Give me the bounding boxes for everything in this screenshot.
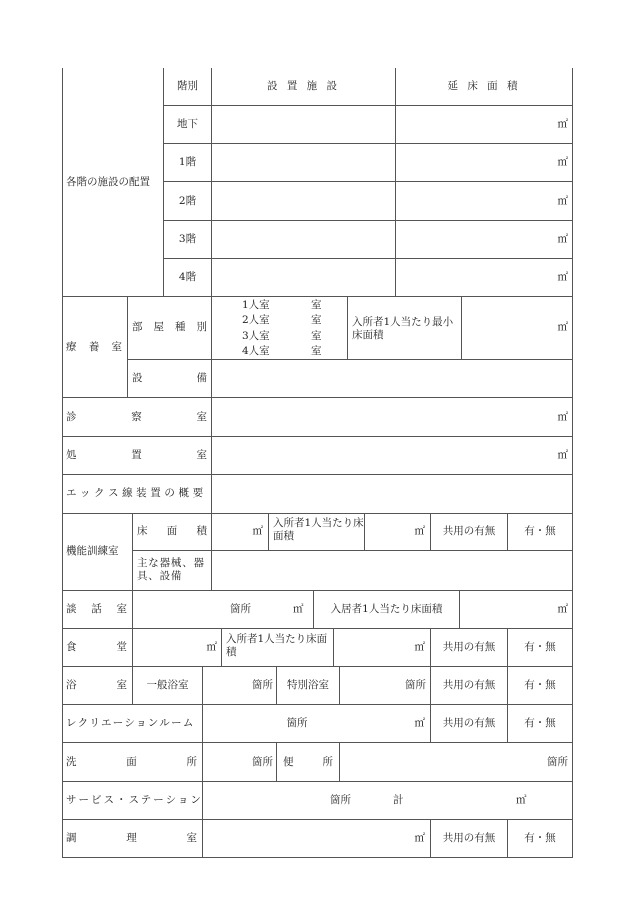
rule [268, 513, 269, 551]
area-unit[interactable]: ㎡ [557, 156, 568, 168]
room-type: 3人室 [242, 330, 270, 342]
training-yes-no[interactable]: 有・無 [524, 525, 556, 537]
rule [132, 590, 133, 629]
recreation-area-unit[interactable]: ㎡ [414, 717, 425, 729]
general-bath-label: 一般浴室 [146, 679, 189, 691]
floor-label: 地下 [177, 118, 198, 130]
bath-label: 浴 室 [66, 679, 127, 691]
room-unit[interactable]: 室 [311, 314, 322, 326]
general-bath-count-unit[interactable]: 箇所 [252, 679, 273, 691]
floor-label: 1階 [178, 156, 197, 168]
lounge-per-person-unit[interactable]: ㎡ [557, 603, 568, 615]
rule [62, 436, 573, 437]
rule [62, 781, 573, 782]
facility-input[interactable] [212, 221, 395, 258]
room-type: 2人室 [242, 314, 270, 326]
training-per-person-unit[interactable]: ㎡ [414, 525, 425, 537]
training-equipment-label: 主な器械、器具、設備 [137, 557, 205, 582]
rule [62, 704, 573, 705]
rule [62, 513, 573, 514]
facility-input[interactable] [212, 144, 395, 181]
floor-layout-label: 各階の施設の配置 [66, 176, 150, 188]
rule [572, 68, 573, 858]
kitchen-label: 調 理 室 [66, 832, 197, 844]
kitchen-shared-label: 共用の有無 [442, 832, 496, 844]
equipment-label: 設 備 [132, 372, 207, 384]
training-shared-label: 共用の有無 [442, 525, 496, 537]
xray-label: エックス線装置の概要 [66, 487, 207, 499]
area-unit[interactable]: ㎡ [557, 118, 568, 130]
dining-area-unit[interactable]: ㎡ [206, 641, 217, 653]
exam-room-label: 診 察 室 [66, 411, 207, 423]
service-total-label: 計 [393, 794, 404, 806]
exam-room-area-unit[interactable]: ㎡ [557, 411, 568, 423]
rule [395, 68, 396, 297]
toilet-label: 便 所 [283, 756, 333, 768]
kitchen-area-unit[interactable]: ㎡ [414, 832, 425, 844]
rule [127, 359, 573, 360]
rule [127, 296, 128, 398]
rule [62, 819, 573, 820]
area-unit[interactable]: ㎡ [557, 271, 568, 283]
rule [62, 296, 573, 297]
room-unit[interactable]: 室 [311, 299, 322, 311]
toilet-count-unit[interactable]: 箇所 [547, 756, 568, 768]
treatment-room-label: 処 置 室 [66, 449, 207, 461]
min-area-unit[interactable]: ㎡ [557, 321, 568, 333]
training-area-unit[interactable]: ㎡ [252, 525, 263, 537]
rule [163, 68, 164, 297]
facility-input[interactable] [212, 259, 395, 296]
rule [347, 296, 348, 360]
floor-header: 階別 [177, 80, 198, 92]
training-floor-area-label: 床 面 積 [137, 525, 207, 537]
lounge-area-unit[interactable]: ㎡ [293, 603, 304, 615]
area-unit[interactable]: ㎡ [557, 195, 568, 207]
min-area-label: 入所者1人当たり最小床面積 [352, 316, 454, 341]
dining-per-person-label: 入所者1人当たり床面積 [226, 633, 328, 658]
room-type-label: 部 屋 種 別 [132, 321, 207, 333]
lounge-count-unit[interactable]: 箇所 [230, 603, 251, 615]
rule [132, 513, 133, 590]
dining-per-person-unit[interactable]: ㎡ [414, 641, 425, 653]
lounge-label: 談 話 室 [66, 603, 127, 615]
recreation-shared-label: 共用の有無 [442, 717, 496, 729]
area-header: 延 床 面 積 [447, 80, 521, 92]
facility-input[interactable] [212, 106, 395, 143]
washroom-label: 洗 面 所 [66, 756, 197, 768]
care-room-label: 療 養 室 [66, 341, 122, 353]
kitchen-yes-no[interactable]: 有・無 [524, 832, 556, 844]
room-type: 1人室 [242, 299, 270, 311]
floor-label: 3階 [178, 233, 197, 245]
special-bath-count-unit[interactable]: 箇所 [405, 679, 426, 691]
room-unit[interactable]: 室 [311, 330, 322, 342]
floor-label: 2階 [178, 195, 197, 207]
room-unit[interactable]: 室 [311, 345, 322, 357]
rule [62, 68, 63, 858]
rule [62, 397, 573, 398]
rule [276, 742, 277, 782]
rule [62, 628, 573, 629]
room-type: 4人室 [242, 345, 270, 357]
rule [62, 666, 573, 667]
recreation-count-unit[interactable]: 箇所 [286, 717, 308, 729]
service-station-label: サービス・ステーション [66, 794, 203, 806]
dining-label: 食 堂 [66, 641, 127, 653]
rule [62, 742, 573, 743]
rule [211, 296, 212, 398]
special-bath-label: 特別浴室 [287, 679, 329, 691]
training-room-label: 機能訓練室 [66, 545, 119, 557]
floor-label: 4階 [178, 271, 197, 283]
service-total-unit[interactable]: ㎡ [516, 794, 527, 806]
rule [221, 628, 222, 667]
training-per-person-label: 入所者1人当たり床面積 [273, 517, 364, 542]
recreation-yes-no[interactable]: 有・無 [524, 717, 556, 729]
dining-shared-label: 共用の有無 [442, 641, 496, 653]
rule [62, 857, 573, 858]
lounge-per-person-label: 入居者1人当たり床面積 [330, 603, 443, 615]
bath-yes-no[interactable]: 有・無 [524, 679, 556, 691]
washroom-count-unit[interactable]: 箇所 [252, 756, 273, 768]
facility-input[interactable] [212, 182, 395, 220]
area-unit[interactable]: ㎡ [557, 233, 568, 245]
recreation-room-label: レクリエーションルーム [66, 717, 195, 729]
service-count-unit[interactable]: 箇所 [330, 794, 351, 806]
rule [62, 474, 573, 475]
dining-yes-no[interactable]: 有・無 [524, 641, 556, 653]
treatment-room-area-unit[interactable]: ㎡ [557, 449, 568, 461]
rule [62, 590, 573, 591]
bath-shared-label: 共用の有無 [442, 679, 496, 691]
facility-header: 設 置 施 設 [266, 80, 340, 92]
